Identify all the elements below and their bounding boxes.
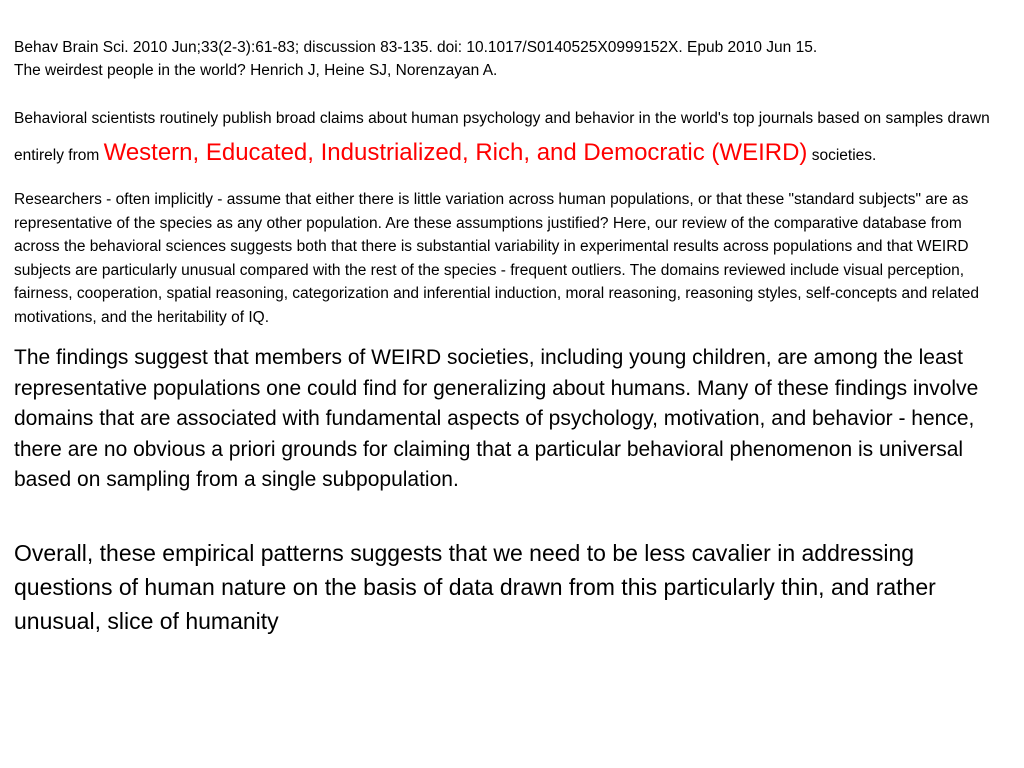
slide-content <box>14 36 1004 638</box>
findings-paragraph: The findings suggest that members of WEIRD societies, including young children, are among the least representative populations one could find for generalizing about humans. Many of these findings involve domains that are associated with fundamental aspects of psychology, motivation, and behavior - hence, there are no obvious a priori grounds for claiming that a particular behavioral phenomenon is universal based on sampling from a single subpopulation. <box>14 346 979 491</box>
citation-journal-line: Behav Brain Sci. 2010 Jun;33(2-3):61-83; discussion 83-135. doi: 10.1017/S0140525X0999152X. Epub 2010 Jun 15. <box>14 39 818 56</box>
citation-title-authors-line: The weirdest people in the world? Henrich J, Heine SJ, Norenzayan A. <box>14 62 498 79</box>
citation-block <box>14 36 1004 82</box>
overall-paragraph: Overall, these empirical patterns suggests that we need to be less cavalier in addressing questions of human nature on the basis of data drawn from this particularly thin, and rather unusual, slice of humanity <box>14 539 936 634</box>
intro-paragraph <box>14 102 1004 173</box>
weird-highlight: Western, Educated, Industrialized, Rich, and Democratic (WEIRD) <box>103 139 808 166</box>
researchers-paragraph: Researchers - often implicitly - assume that either there is little variation across human populations, or that these "standard subjects" are as representative of the species as any other population. Are these assumptions justified? Here, our review of the comparative database from across the behavioral sciences suggests both that there is substantial variability in experimental results across populations and that WEIRD subjects are particularly unusual compared with the rest of the species - frequent outliers. The domains reviewed include visual perception, fairness, cooperation, spatial reasoning, categorization and inferential induction, moral reasoning, reasoning styles, self-concepts and related motivations, and the heritability of IQ. <box>14 191 980 326</box>
intro-text-before: Behavioral scientists routinely publish broad claims about human psychology and behavior in the world's top journals based on samples drawn entirely from <box>14 110 990 164</box>
intro-text-after: societies. <box>807 147 877 164</box>
